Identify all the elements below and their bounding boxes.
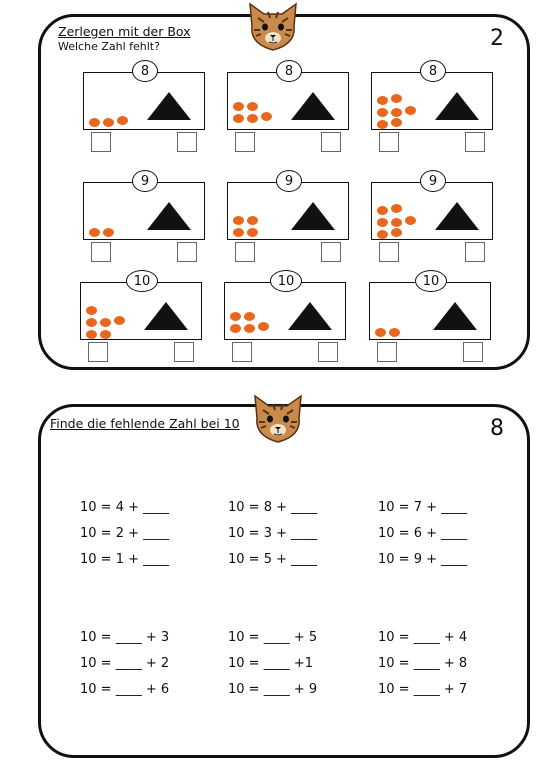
orange-counter-dot	[247, 114, 258, 123]
answer-box-left[interactable]	[379, 242, 399, 262]
triangle-icon	[147, 202, 191, 230]
orange-counter-dot	[100, 330, 111, 339]
equation[interactable]: 10 = ____ + 3	[80, 630, 170, 645]
counter-dots	[233, 88, 289, 128]
answer-box-left[interactable]	[91, 242, 111, 262]
decomposition-box-task	[227, 60, 351, 152]
orange-counter-dot	[391, 94, 402, 103]
equation[interactable]: 10 = 6 + ____	[378, 526, 468, 541]
answer-box-right[interactable]	[463, 342, 483, 362]
orange-counter-dot	[391, 108, 402, 117]
orange-counter-dot	[377, 230, 388, 239]
answer-box-left[interactable]	[379, 132, 399, 152]
equation[interactable]: 10 = 7 + ____	[378, 500, 468, 515]
total-number-bubble: 9	[132, 170, 158, 192]
triangle-icon	[144, 302, 188, 330]
equation[interactable]: 10 = ____ + 2	[80, 656, 170, 671]
answer-box-right[interactable]	[321, 132, 341, 152]
triangle-icon	[435, 92, 479, 120]
orange-counter-dot	[244, 324, 255, 333]
equation[interactable]: 10 = 9 + ____	[378, 552, 468, 567]
orange-counter-dot	[391, 228, 402, 237]
orange-counter-dot	[377, 108, 388, 117]
orange-counter-dot	[247, 216, 258, 225]
orange-counter-dot	[230, 324, 241, 333]
decomposition-box-task	[224, 270, 348, 362]
orange-counter-dot	[247, 228, 258, 237]
answer-box-left[interactable]	[377, 342, 397, 362]
counter-dots	[89, 88, 145, 128]
triangle-icon	[291, 92, 335, 120]
worksheet1-title: Zerlegen mit der Box	[58, 24, 191, 39]
orange-counter-dot	[377, 120, 388, 129]
orange-counter-dot	[391, 204, 402, 213]
equation[interactable]: 10 = 8 + ____	[228, 500, 318, 515]
equation[interactable]: 10 = ____ + 4	[378, 630, 468, 645]
orange-counter-dot	[103, 228, 114, 237]
decomposition-box-task	[83, 60, 207, 152]
equation[interactable]: 10 = 2 + ____	[80, 526, 170, 541]
orange-counter-dot	[377, 218, 388, 227]
orange-counter-dot	[117, 116, 128, 125]
decomposition-box-task	[227, 170, 351, 262]
total-number-bubble: 10	[415, 270, 447, 292]
orange-counter-dot	[86, 318, 97, 327]
triangle-icon	[291, 202, 335, 230]
total-number-bubble: 8	[420, 60, 446, 82]
total-number-bubble: 8	[276, 60, 302, 82]
decomposition-box-task	[369, 270, 493, 362]
counter-dots	[89, 198, 145, 238]
orange-counter-dot	[233, 102, 244, 111]
total-number-bubble: 9	[420, 170, 446, 192]
orange-counter-dot	[377, 206, 388, 215]
equation[interactable]: 10 = ____ + 5	[228, 630, 318, 645]
orange-counter-dot	[86, 306, 97, 315]
answer-box-right[interactable]	[177, 242, 197, 262]
equation[interactable]: 10 = ____ + 9	[228, 682, 318, 697]
decomposition-box-task	[80, 270, 204, 362]
answer-box-right[interactable]	[465, 132, 485, 152]
decomposition-box-task	[371, 170, 495, 262]
triangle-icon	[288, 302, 332, 330]
orange-counter-dot	[405, 216, 416, 225]
triangle-icon	[433, 302, 477, 330]
total-number-bubble: 8	[132, 60, 158, 82]
orange-counter-dot	[86, 330, 97, 339]
orange-counter-dot	[233, 216, 244, 225]
orange-counter-dot	[389, 328, 400, 337]
equation[interactable]: 10 = 1 + ____	[80, 552, 170, 567]
tiger-cat-head-icon	[244, 0, 302, 52]
answer-box-left[interactable]	[235, 132, 255, 152]
worksheet2-title: Finde die fehlende Zahl bei 10	[50, 416, 240, 431]
decomposition-box-task	[371, 60, 495, 152]
worksheet1-page-number: 2	[490, 26, 504, 51]
orange-counter-dot	[375, 328, 386, 337]
answer-box-left[interactable]	[91, 132, 111, 152]
orange-counter-dot	[377, 96, 388, 105]
orange-counter-dot	[230, 312, 241, 321]
total-number-bubble: 9	[276, 170, 302, 192]
equation[interactable]: 10 = ____ + 6	[80, 682, 170, 697]
answer-box-right[interactable]	[174, 342, 194, 362]
orange-counter-dot	[258, 322, 269, 331]
answer-box-right[interactable]	[465, 242, 485, 262]
answer-box-left[interactable]	[235, 242, 255, 262]
equation[interactable]: 10 = 3 + ____	[228, 526, 318, 541]
total-number-bubble: 10	[126, 270, 158, 292]
orange-counter-dot	[405, 106, 416, 115]
equation[interactable]: 10 = 5 + ____	[228, 552, 318, 567]
counter-dots	[377, 88, 433, 128]
answer-box-right[interactable]	[321, 242, 341, 262]
worksheet2-page-number: 8	[490, 416, 504, 441]
answer-box-right[interactable]	[318, 342, 338, 362]
equation[interactable]: 10 = ____ + 7	[378, 682, 468, 697]
counter-dots	[86, 298, 142, 338]
orange-counter-dot	[103, 118, 114, 127]
counter-dots	[375, 298, 431, 338]
orange-counter-dot	[261, 112, 272, 121]
orange-counter-dot	[233, 114, 244, 123]
equation[interactable]: 10 = 4 + ____	[80, 500, 170, 515]
worksheet-card-missing-number-10	[38, 404, 530, 758]
counter-dots	[377, 198, 433, 238]
total-number-bubble: 10	[270, 270, 302, 292]
counter-dots	[230, 298, 286, 338]
triangle-icon	[435, 202, 479, 230]
equation[interactable]: 10 = ____ +1	[228, 656, 313, 671]
counter-dots	[233, 198, 289, 238]
orange-counter-dot	[247, 102, 258, 111]
equation[interactable]: 10 = ____ + 8	[378, 656, 468, 671]
answer-box-left[interactable]	[232, 342, 252, 362]
orange-counter-dot	[391, 218, 402, 227]
answer-box-left[interactable]	[88, 342, 108, 362]
worksheet1-subtitle: Welche Zahl fehlt?	[58, 40, 160, 53]
triangle-icon	[147, 92, 191, 120]
orange-counter-dot	[89, 228, 100, 237]
orange-counter-dot	[391, 118, 402, 127]
orange-counter-dot	[100, 318, 111, 327]
decomposition-box-task	[83, 170, 207, 262]
orange-counter-dot	[233, 228, 244, 237]
orange-counter-dot	[244, 312, 255, 321]
tiger-cat-head-icon	[249, 392, 307, 444]
orange-counter-dot	[114, 316, 125, 325]
orange-counter-dot	[89, 118, 100, 127]
answer-box-right[interactable]	[177, 132, 197, 152]
